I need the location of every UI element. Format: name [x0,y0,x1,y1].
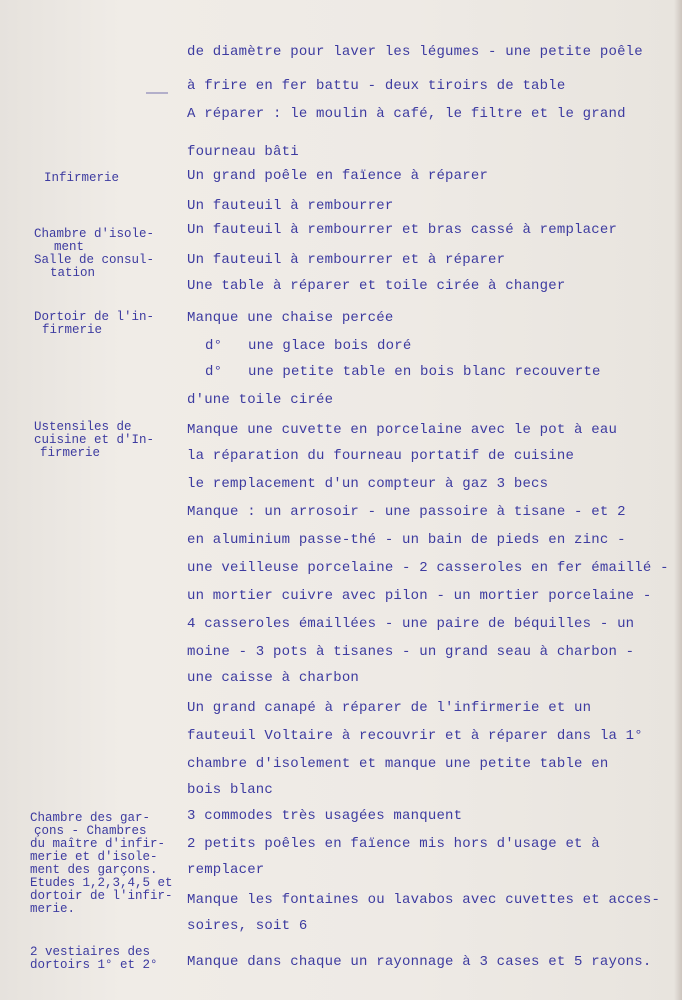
section-label: 2 vestiaires des [30,945,151,959]
inventory-line: d'une toile cirée [187,392,334,408]
section-label: Chambre d'isole- [34,227,155,241]
inventory-line: Un fauteuil à rembourrer et à réparer [187,252,506,268]
inventory-line: Manque : un arrosoir - une passoire à tisane - et 2 [187,504,626,520]
margin-dash-mark [146,92,168,94]
inventory-line: 2 petits poêles en faïence mis hors d'usage et à [187,836,600,852]
inventory-line: d° une petite table en bois blanc recouverte [205,364,601,380]
section-label: cuisine et d'In- [34,433,155,447]
section-label: Salle de consul- [34,253,155,267]
inventory-line: en aluminium passe-thé - un bain de pieds en zinc - [187,532,626,548]
inventory-line: un mortier cuivre avec pilon - un mortier porcelaine - [187,588,652,604]
inventory-line: une veilleuse porcelaine - 2 casseroles en fer émaillé - [187,560,669,576]
section-label: ment [54,240,85,254]
section-label: dortoirs 1° et 2° [30,958,158,972]
inventory-line: de diamètre pour laver les légumes - une petite poêle [187,44,643,60]
inventory-line: Un fauteuil à rembourrer [187,198,394,214]
section-label: Dortoir de l'in- [34,310,155,324]
inventory-line: bois blanc [187,782,274,798]
inventory-line: Une table à réparer et toile cirée à changer [187,278,566,294]
inventory-line: fourneau bâti [187,144,299,160]
inventory-line: Manque une cuvette en porcelaine avec le pot à eau [187,422,618,438]
section-label: ment des garçons. [30,863,158,877]
inventory-line: moine - 3 pots à tisanes - un grand seau à charbon - [187,644,635,660]
section-label: merie. [30,902,76,916]
section-label: Ustensiles de [34,420,132,434]
inventory-line: Manque une chaise percée [187,310,394,326]
inventory-line: A réparer : le moulin à café, le filtre et le grand [187,106,626,122]
inventory-line: d° une glace bois doré [205,338,412,354]
inventory-line: à frire en fer battu - deux tiroirs de table [187,78,566,94]
section-label: dortoir de l'infir- [30,889,173,903]
section-label: firmerie [42,323,103,337]
inventory-line: fauteuil Voltaire à recouvrir et à réparer dans la 1° [187,728,643,744]
page-edge-shadow [674,0,682,1000]
section-label: merie et d'isole- [30,850,158,864]
section-label: Infirmerie [44,171,120,185]
section-label: firmerie [40,446,101,460]
inventory-line: le remplacement d'un compteur à gaz 3 becs [187,476,549,492]
inventory-line: Un fauteuil à rembourrer et bras cassé à remplacer [187,222,618,238]
inventory-line: Un grand poêle en faïence à réparer [187,168,489,184]
inventory-line: la réparation du fourneau portatif de cuisine [187,448,575,464]
inventory-line: Un grand canapé à réparer de l'infirmerie et un [187,700,592,716]
inventory-line: 3 commodes très usagées manquent [187,808,463,824]
section-label: Etudes 1,2,3,4,5 et [30,876,173,890]
inventory-line: soires, soit 6 [187,918,308,934]
section-label: du maître d'infir- [30,837,166,851]
inventory-line: Manque les fontaines ou lavabos avec cuvettes et acces- [187,892,661,908]
inventory-line: chambre d'isolement et manque une petite table en [187,756,609,772]
inventory-line: 4 casseroles émaillées - une paire de béquilles - un [187,616,635,632]
section-label: Chambre des gar- [30,811,151,825]
inventory-line: Manque dans chaque un rayonnage à 3 cases et 5 rayons. [187,954,652,970]
section-label: tation [50,266,96,280]
inventory-line: une caisse à charbon [187,670,360,686]
section-label: çons - Chambres [34,824,147,838]
inventory-line: remplacer [187,862,265,878]
